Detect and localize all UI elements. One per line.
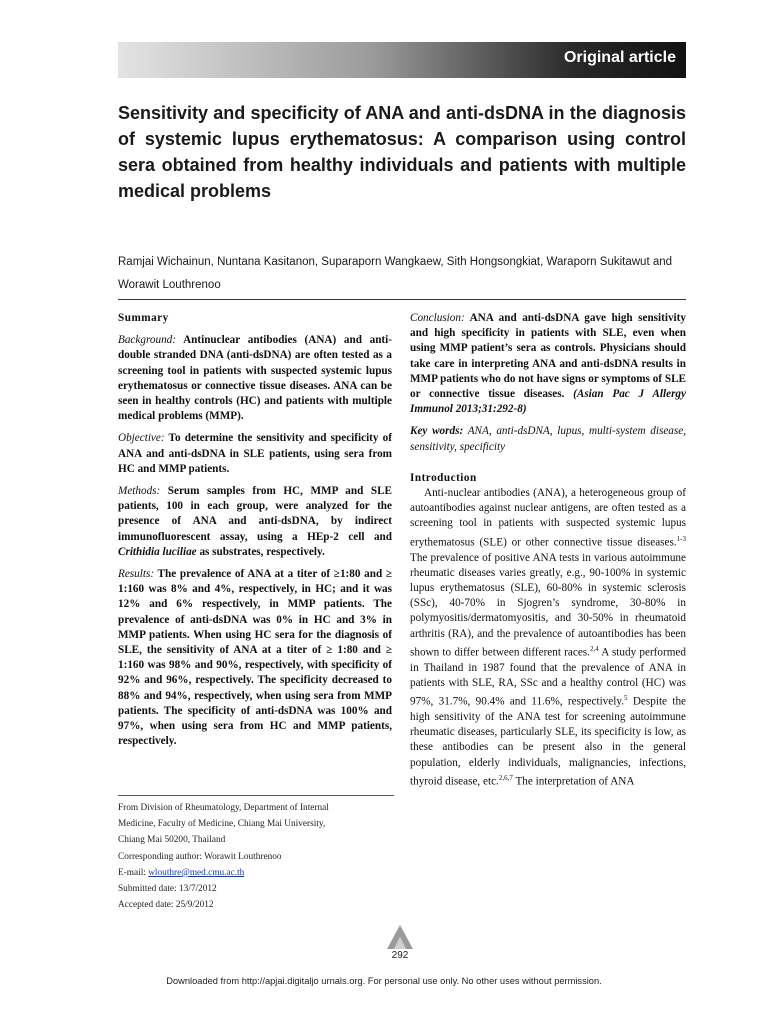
intro-text-3: A study performed in Thailand in 1987 found that the prevalence of ANA in patients with SLE, RA, SSc and a healthy control (HC) was 97%, 31.7%, 90.4% and 11.6%, respectively. — [410, 646, 686, 708]
objective-text: To determine the sensitivity and specificity of ANA and anti-dsDNA in SLE patients, using sera from HC and MMP patients. — [118, 432, 392, 475]
summary-background — [118, 333, 392, 424]
journal-logo-icon — [386, 924, 414, 950]
page-number: 292 — [391, 950, 409, 961]
intro-text-4: Despite the high sensitivity of the ANA test for screening autoimmune rheumatic diseases, particularly SLE, its specificity is low, as these antibodies can be present also in the general population, elderly individuals, malignancies, infections, thyroid disease, etc. — [410, 695, 687, 788]
results-label: Results: — [118, 568, 155, 581]
methods-label: Methods: — [118, 485, 161, 498]
introduction-paragraph — [410, 486, 686, 790]
intro-ref-4: 2,6,7 — [498, 773, 513, 782]
intro-text-1: Anti-nuclear antibodies (ANA), a heterogeneous group of autoantibodies against nuclear antigens, are often tested as a screening tool in patients with suspected systemic lupus erythematosus (SLE) or other connective tissue diseases. — [410, 487, 686, 549]
intro-ref-2: 2,4 — [589, 644, 599, 653]
affiliation-line-2: Medicine, Faculty of Medicine, Chiang Mai University, — [118, 819, 326, 830]
background-text: Antinuclear antibodies (ANA) and anti-double stranded DNA (anti-dsDNA) are often tested as a screening tool in patients with suspected systemic lupus erythematosus or connective tissue diseases. ANA can be seen in healthy controls (HC) and patients with multiple medical problems (MMP). — [118, 334, 392, 423]
article-title: Sensitivity and specificity of ANA and anti-dsDNA in the diagnosis of systemic lupus erythematosus: A comparison using control sera obtained from healthy individuals and patients with multiple medical problems — [118, 103, 686, 201]
summary-objective — [118, 431, 392, 477]
author-list: Ramjai Wichainun, Nuntana Kasitanon, Suparaporn Wangkaew, Sith Hongsongkiat, Waraporn Sukitawut and Worawit Louthrenoo — [118, 256, 673, 291]
conclusion-text: ANA and anti-dsDNA gave high sensitivity and high specificity in patients with SLE, even when using MMP patient’s sera as controls. Physicians should take care in interpreting ANA and anti-dsDNA results in MMP patients who do not have signs or symptoms of SLE or connective tissue diseases. — [410, 312, 686, 401]
email-link[interactable]: wlouthre@med.cmu.ac.th — [148, 867, 245, 878]
right-column — [410, 311, 686, 790]
summary-heading: Summary — [118, 312, 169, 324]
intro-ref-3: 5 — [624, 694, 628, 703]
keywords-label: Key words: — [410, 425, 464, 438]
email-line — [118, 865, 398, 881]
introduction-heading: Introduction — [410, 471, 477, 484]
summary-conclusion — [410, 311, 686, 417]
submitted-date: Submitted date: 13/7/2012 — [118, 884, 217, 895]
keywords-text: ANA, anti-dsDNA, lupus, multi-system disease, sensitivity, specificity — [410, 425, 686, 453]
objective-label: Objective: — [118, 432, 165, 445]
summary-methods — [118, 484, 392, 560]
email-label: E-mail: — [118, 867, 149, 878]
accepted-date: Accepted date: 25/9/2012 — [118, 900, 214, 911]
corresponding-author: Corresponding author: Worawit Louthrenoo — [118, 851, 282, 862]
affiliation-line-3: Chiang Mai 50200, Thailand — [118, 835, 226, 846]
summary-column — [118, 311, 392, 756]
intro-ref-1: 1-3 — [676, 534, 686, 543]
results-text: The prevalence of ANA at a titer of ≥1:80 and ≥ 1:160 was 8% and 4%, respectively, in HC; and it was 12% and 6% respectively, in MMP patients. The prevalence of anti-dsDNA was 0% in HC and 3% in MMP patients. When using HC sera for the diagnosis of SLE, the sensitivity of ANA at a titer of ≥ 1:80 and ≥ 1:160 was 98% and 90%, respectively, with specificity of 92% and 96%, respectively. The specificity decreased to 88% and 94%, respectively, when using sera from MMP patients. The specificity of anti-dsDNA was 100% and 97%, when using sera from HC and MMP patients, respectively. — [118, 568, 392, 748]
introduction-section — [410, 471, 686, 790]
citation: (Asian Pac J Allergy Immunol 2013;31:292-8) — [410, 388, 686, 416]
conclusion-label: Conclusion: — [410, 312, 465, 324]
intro-text-5: The interpretation of ANA — [512, 775, 635, 788]
methods-organism: Crithidia luciliae — [118, 545, 197, 558]
summary-results — [118, 567, 392, 749]
article-type-banner — [118, 42, 686, 78]
title-divider — [118, 299, 686, 300]
intro-text-2: The prevalence of positive ANA tests in various autoimmune rheumatic diseases varies greatly, e.g., 90-100% in systemic lupus erythematosus (SLE), 60-80% in systemic sclerosis (SSc), 40-70% in Sjogren’s syndrome, 30-80% in polymyositis/dermatomyositis, and 30-50% in rheumatoid arthritis (RA), and the prevalence of autoantibodies has been shown to differ between different races. — [410, 551, 686, 659]
article-type-label: Original article — [563, 49, 676, 66]
download-footer: Downloaded from http://apjai.digitaljo urnals.org. For personal use only. No other uses without permission. — [166, 976, 602, 986]
background-label: Background: — [118, 334, 176, 347]
keywords — [410, 424, 686, 454]
footnote-divider — [118, 795, 394, 796]
affiliation-line-1: From Division of Rheumatology, Department of Internal — [118, 803, 329, 813]
affiliation-footnote — [118, 795, 398, 913]
methods-text-1: Serum samples from HC, MMP and SLE patients, 100 in each group, were analyzed for the presence of ANA and anti-dsDNA, by indirect immunofluorescent assay, using a HEp-2 cell and — [118, 485, 392, 543]
methods-text-2: as substrates, respectively. — [196, 545, 325, 558]
